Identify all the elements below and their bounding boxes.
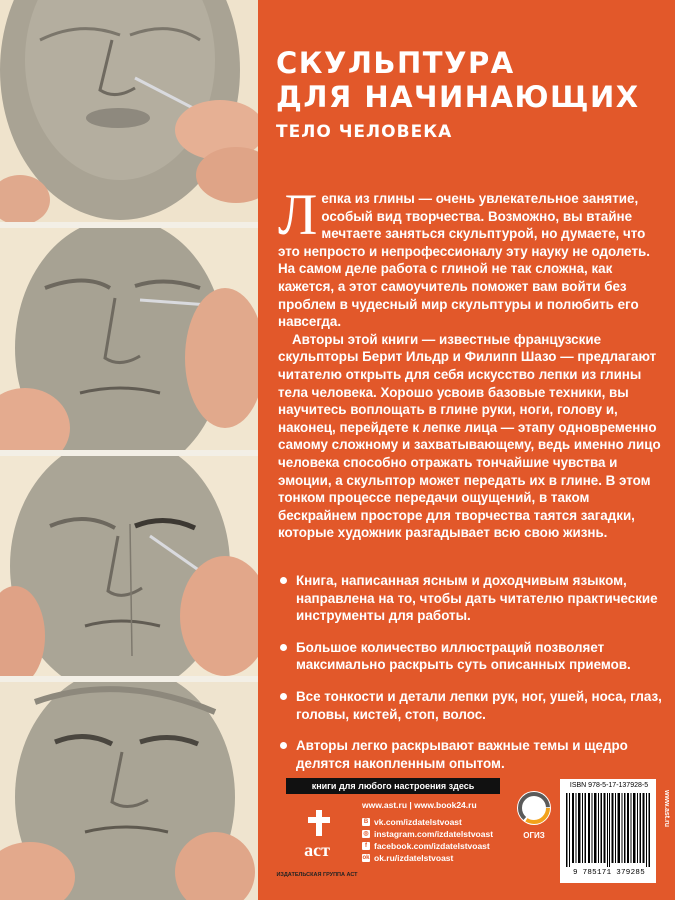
- ok-icon: ok: [362, 854, 370, 861]
- social-link-text: ok.ru/izdatelstvoast: [374, 852, 454, 863]
- social-link-text: facebook.com/izdatelstvoast: [374, 840, 490, 851]
- drop-cap: Л: [278, 182, 318, 247]
- publisher-slogan: книги для любого настроения здесь: [286, 778, 500, 794]
- feature-list: [280, 572, 664, 786]
- barcode-icon: [566, 793, 650, 867]
- title-line-2: ДЛЯ НАЧИНАЮЩИХ: [276, 80, 640, 114]
- website-vertical[interactable]: www.ast.ru: [663, 790, 670, 828]
- feature-item: Книга, написанная ясным и доходчивым языком, направлена на то, чтобы дать читателю практические инструменты для работы.: [280, 572, 664, 625]
- social-ok[interactable]: [362, 852, 512, 863]
- social-link-text: vk.com/izdatelstvoast: [374, 816, 462, 827]
- sculpture-photo-4: [0, 682, 258, 900]
- title-line-1: СКУЛЬПТУРА: [276, 46, 515, 80]
- paragraph-1: [278, 182, 664, 331]
- ast-logo-icon: [292, 808, 342, 868]
- feature-item: Все тонкости и детали лепки рук, ног, ушей, носа, глаз, головы, кистей, стоп, волос.: [280, 688, 664, 723]
- isbn: ISBN 978-5-17-137928-5: [569, 782, 649, 789]
- paragraph-2: Авторы этой книги — известные французские скульпторы Берит Ильдр и Филипп Шазо — предлагают читателю открыть для себя искусство лепки из глины тела человека. Хорошо усвоив базовые техники, вы научитесь воплощать в глине руки, ноги, голову и, наконец, перейдете к лепке лица — этапу одновременно самому сложному и захватывающему, ведь именно лицо человека способно отражать тончайшие чувства и эмоции, а скульптор может передать их в глине. В этом тонком процессе передачи ощущений, в таком бескрайнем просторе для творчества таятся загадки, которые художник разгадывает всю свою жизнь.: [278, 331, 661, 541]
- back-cover-panel: [258, 0, 675, 900]
- barcode-box: [560, 779, 656, 883]
- social-link-text: instagram.com/izdatelstvoast: [374, 828, 494, 839]
- ogiz-text: ОГИЗ: [523, 831, 545, 840]
- barcode-number: 9 785171 379285: [572, 869, 645, 877]
- vk-icon: В: [363, 818, 369, 825]
- social-vk[interactable]: [362, 816, 512, 827]
- publisher-name: ИЗДАТЕЛЬСКАЯ ГРУППА АСТ: [276, 872, 358, 878]
- feature-item: Авторы легко раскрывают важные темы и щедро делятся накопленным опытом.: [280, 737, 664, 772]
- book-subtitle: ТЕЛО ЧЕЛОВЕКА: [276, 122, 453, 142]
- website-links[interactable]: www.ast.ru | www.book24.ru: [362, 800, 477, 810]
- sculpture-photo-3: [0, 456, 258, 682]
- instagram-icon: ◎: [363, 830, 369, 837]
- social-facebook[interactable]: [362, 840, 512, 851]
- book-title: [276, 46, 666, 114]
- photo-column: [0, 0, 258, 900]
- sculpture-photo-1: [0, 0, 258, 228]
- facebook-icon: f: [362, 842, 370, 850]
- publisher-contacts: [362, 800, 512, 864]
- logo-text: аст: [304, 840, 330, 860]
- description-text: [278, 182, 664, 542]
- sculpture-photo-2: [0, 228, 258, 456]
- ogiz-logo-icon: [514, 786, 554, 850]
- feature-item: Большое количество иллюстраций позволяет максимально раскрыть суть описанных приемов.: [280, 639, 664, 674]
- paragraph-1-text: епка из глины — очень увлекательное занятие, особый вид творчества. Возможно, вы втайне мечтаете заняться скульптурой, но думаете, что это непросто и непрофессионалу эту науку не одолеть. На самом деле работа с глиной не так сложна, как кажется, а этот самоучитель поможет вам войти без проблем в чудесный мир скульптуры и полюбить его навсегда.: [278, 191, 650, 330]
- social-instagram[interactable]: [362, 828, 512, 839]
